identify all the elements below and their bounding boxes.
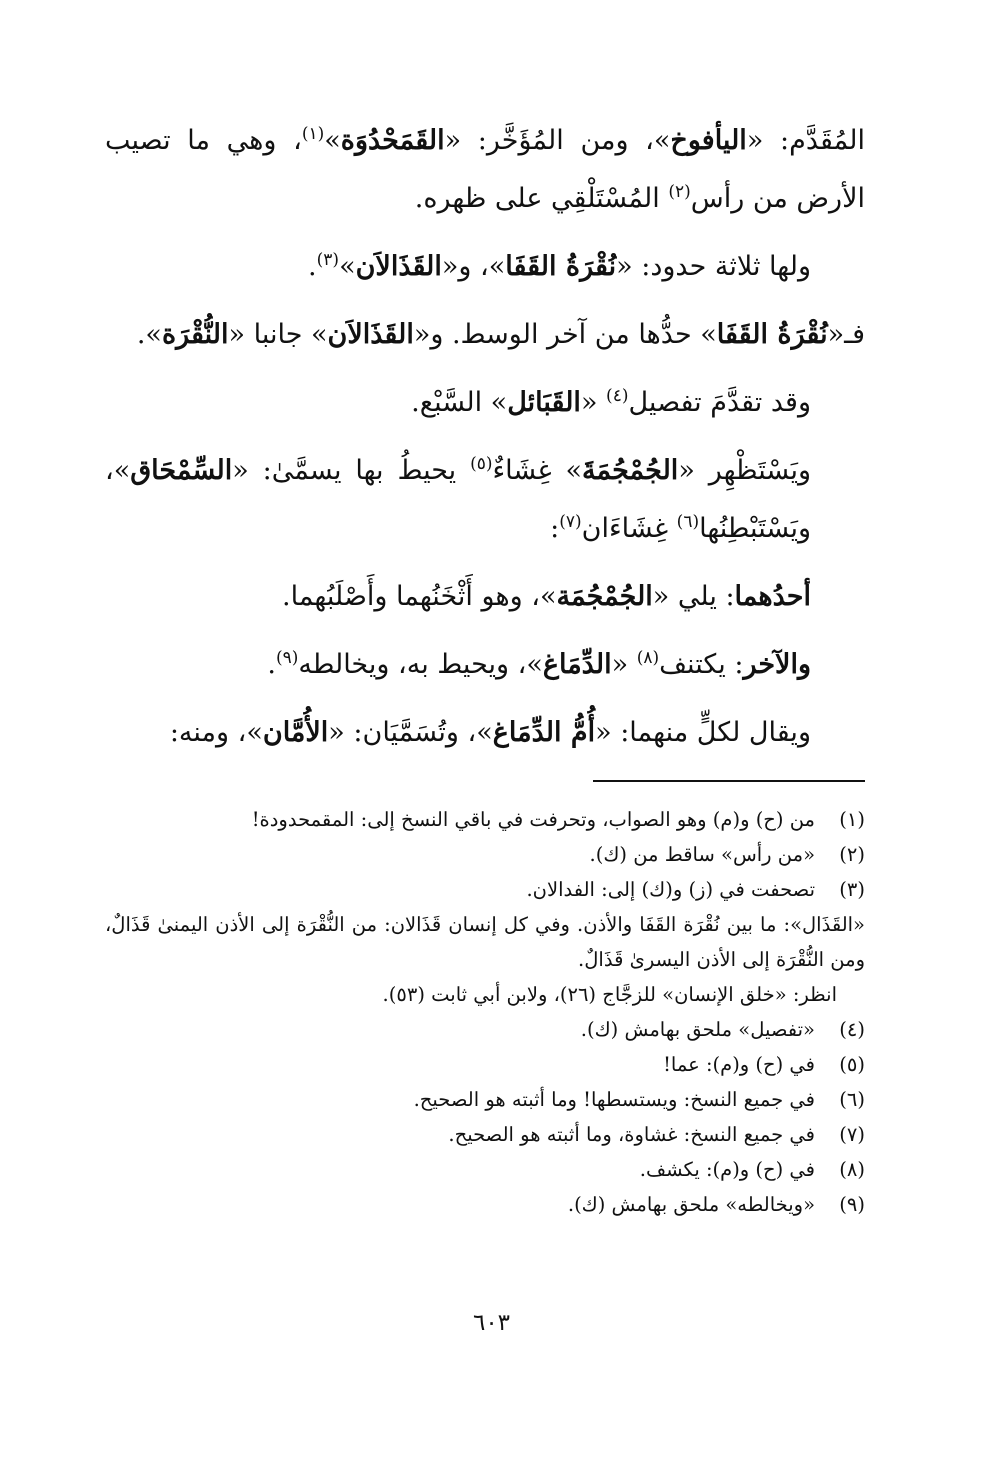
footnote bbox=[105, 1152, 865, 1187]
text-run: : يلي « bbox=[652, 581, 735, 612]
footnote-ref: (٧) bbox=[559, 512, 582, 532]
text-run: : bbox=[550, 513, 560, 544]
text-run: »، وهو أَثْخَنُهما وأَصْلَبُهما. bbox=[282, 581, 557, 612]
footnote-text: تصحفت في (ز) و(ك) إلى: الفدالان. bbox=[526, 878, 815, 901]
footnote-text: في (ح) و(م): يكشف. bbox=[639, 1158, 815, 1181]
text-run: »، ومنه: bbox=[169, 717, 263, 748]
footnote bbox=[105, 1047, 865, 1082]
bold-term: القَذَالاَن bbox=[327, 319, 414, 350]
text-run: » bbox=[324, 125, 341, 156]
footnote-ref: (٢) bbox=[668, 182, 691, 202]
footnote-number: (٣) bbox=[839, 878, 865, 901]
text-run: ويَسْتَظْهِر « bbox=[678, 455, 811, 486]
footnote bbox=[105, 1082, 865, 1117]
paragraph bbox=[105, 238, 865, 296]
footnote-text: في جميع النسخ: غشاوة، وما أثبته هو الصحيح. bbox=[448, 1123, 815, 1146]
text-run: ولها ثلاثة حدود: « bbox=[616, 251, 811, 282]
paragraph bbox=[105, 112, 865, 228]
text-run: « bbox=[580, 387, 607, 418]
text-run: ». bbox=[136, 319, 162, 350]
bold-term: والآخر bbox=[743, 649, 811, 680]
footnote-number: (٦) bbox=[839, 1088, 865, 1111]
text-run: » جانبا « bbox=[228, 319, 328, 350]
text-run: »، وتُسَمَّيَان: « bbox=[328, 717, 493, 748]
text-run: : يكتنف bbox=[659, 649, 744, 680]
paragraph bbox=[105, 374, 865, 432]
text-run: فـ« bbox=[827, 319, 865, 350]
text-run: ، وهي ما تصيب الأرض من رأس bbox=[105, 125, 865, 214]
bold-term: القَبَائل bbox=[507, 387, 581, 418]
text-run: وقد تقدَّمَ تفصيل bbox=[628, 387, 811, 418]
footnote bbox=[105, 1187, 865, 1222]
paragraph bbox=[105, 442, 865, 558]
footnote-ref: (٥) bbox=[470, 454, 493, 474]
footnote-ref: (٨) bbox=[636, 648, 660, 668]
bold-term: أحدُهما bbox=[734, 581, 811, 612]
footnote-number: (٤) bbox=[839, 1018, 865, 1041]
bold-term: نُقْرَةُ القَفَا bbox=[716, 319, 828, 350]
footnote-text: «تفصيل» ملحق بهامش (ك). bbox=[580, 1018, 815, 1041]
text-run: . bbox=[308, 251, 317, 282]
text-run: . bbox=[267, 649, 276, 680]
text-run: يحيطُ بها يسمَّىٰ: « bbox=[232, 455, 471, 486]
paragraph bbox=[105, 306, 865, 364]
bold-term: السِّمْحَاق bbox=[130, 455, 233, 486]
text-run: » حدُّها من آخر الوسط. و« bbox=[413, 319, 717, 350]
footnote-text: في (ح) و(م): عما! bbox=[663, 1053, 815, 1076]
text-run: المُسْتَلْقِي على ظهره. bbox=[414, 183, 669, 214]
text-run: غِشَاءَان bbox=[581, 513, 677, 544]
paragraph bbox=[105, 568, 865, 626]
footnote-number: (٢) bbox=[839, 843, 865, 866]
footnote-ref: (١) bbox=[301, 124, 325, 144]
main-text bbox=[105, 112, 865, 762]
text-run: المُقَدَّم: « bbox=[746, 125, 865, 156]
bold-term: الأُمَّان bbox=[262, 717, 329, 748]
footnote-number: (٥) bbox=[839, 1053, 865, 1076]
bold-term: القَذَالاَن bbox=[355, 251, 442, 282]
bold-term: الدِّمَاغ bbox=[542, 649, 612, 680]
text-run: »، ومن المُؤَخَّر: « bbox=[444, 125, 671, 156]
footnote bbox=[105, 1117, 865, 1152]
text-run: »، ويحيط به، ويخالطه bbox=[298, 649, 543, 680]
bold-term: نُقْرَةُ القَفَا bbox=[505, 251, 617, 282]
bold-term: الجُمْجُمَةَ bbox=[582, 455, 679, 486]
footnotes bbox=[105, 802, 865, 1222]
bold-term: أُمُّ الدِّمَاغ bbox=[492, 717, 596, 748]
bold-term: القَمَحْدُوَة bbox=[340, 125, 445, 156]
footnote-text: «من رأس» ساقط من (ك). bbox=[589, 843, 815, 866]
footnote-number: (٧) bbox=[839, 1123, 865, 1146]
page-number: ٦٠٣ bbox=[472, 1310, 511, 1336]
footnote-ref: (٦) bbox=[676, 512, 700, 532]
footnote-ref: (٩) bbox=[275, 648, 299, 668]
text-run: » bbox=[339, 251, 356, 282]
bold-term: النُّقْرَة bbox=[161, 319, 229, 350]
footnote-continuation: انظر: «خلق الإنسان» للزجَّاج (٢٦)، ولابن أبي ثابت (٥٣). bbox=[382, 983, 837, 1006]
footnote bbox=[105, 802, 865, 837]
footnote-ref: (٤) bbox=[606, 386, 629, 406]
paragraph bbox=[105, 704, 865, 762]
footnote bbox=[105, 837, 865, 872]
footnote bbox=[105, 1012, 865, 1047]
footnote-number: (١) bbox=[839, 808, 865, 831]
footnote bbox=[105, 872, 865, 907]
text-run: »، ويَسْتَبْطِنُها bbox=[105, 455, 811, 544]
bold-term: الجُمْجُمَة bbox=[556, 581, 653, 612]
text-run: » السَّبْع. bbox=[411, 387, 508, 418]
footnote-text: من (ح) و(م) وهو الصواب، وتحرفت في باقي النسخ إلى: المقمحدودة! bbox=[251, 808, 815, 831]
footnote-separator bbox=[593, 780, 865, 782]
footnote-continuation: «القَذَال»: ما بين نُقْرَة القَفَا والأذن. وفي كل إنسان قَذَالان: من النُّقْرَة إلى الأذن اليمنىٰ قَذَالٌ، ومن النُّقْرَة إلى الأذن اليسرىٰ قَذَالٌ. bbox=[105, 913, 865, 971]
footnote-ref: (٣) bbox=[316, 250, 340, 270]
text-run: »، و« bbox=[441, 251, 506, 282]
footnote-text: «ويخالطه» ملحق بهامش (ك). bbox=[567, 1193, 815, 1216]
text-run: « bbox=[611, 649, 637, 680]
paragraph bbox=[105, 636, 865, 694]
footnote-number: (٨) bbox=[839, 1158, 865, 1181]
bold-term: اليأفوخ bbox=[670, 125, 747, 156]
footnote-text: في جميع النسخ: ويستسطها! وما أثبته هو الصحيح. bbox=[413, 1088, 815, 1111]
footnote-number: (٩) bbox=[839, 1193, 865, 1216]
text-run: ويقال لكلٍّ منهما: « bbox=[595, 717, 811, 748]
text-run: » غِشَاءٌ bbox=[492, 455, 583, 486]
